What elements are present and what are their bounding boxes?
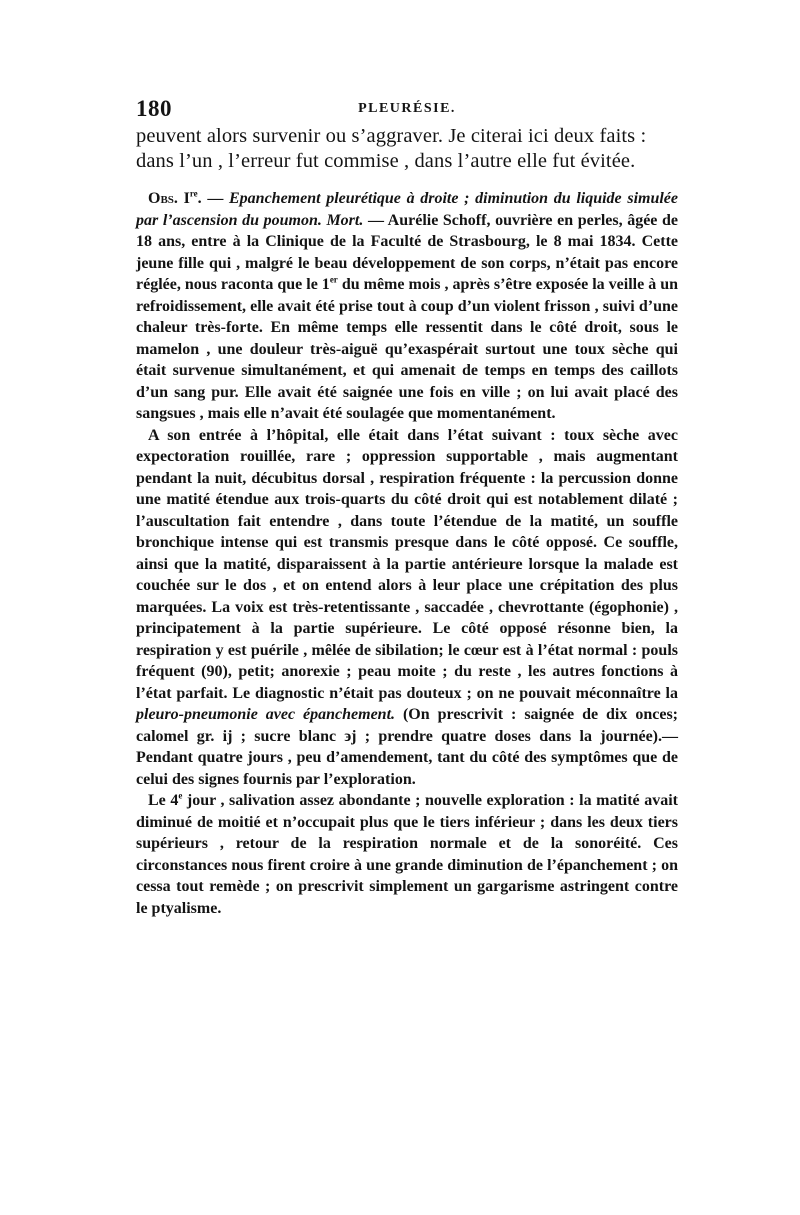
lead-paragraph — [136, 124, 678, 174]
book-page — [136, 96, 678, 919]
observation-dash: . — — [197, 190, 229, 207]
paragraph-fourth-day-start: Le 4 — [148, 792, 179, 809]
paragraph-fourth-day-text: jour , salivation assez abondante ; nouvelle exploration : la matité avait diminué de moitié et n’occupait plus que le tiers inférieur ; dans les deux tiers supérieurs , retour de la respiration normale et de la sonoréité. Ces circonstances nous firent croire à une grande diminution de l’épanchement ; on cessa tout remède ; on prescrivit simplement un gargarisme astringent contre le ptyalisme. — [136, 792, 678, 917]
observation-body: — Aurélie Schoff, ouvrière en perles, âgée de 18 ans, entre à la Clinique de la Faculté de Strasbourg, le 8 mai 1834. Cette jeune fille qui , malgré le beau développement de son corps, n’était pas encore réglée, nous raconta que le 1 — [136, 211, 679, 293]
lead-line-2: dans l’un , l’erreur fut commise , dans l’autre elle fut évitée. — [136, 150, 636, 172]
observation-label: Obs. I — [148, 190, 190, 207]
paragraph-fourth-day — [136, 790, 678, 919]
observation-label-sup: re — [189, 188, 198, 199]
observation-paragraph — [136, 188, 678, 425]
paragraph-fourth-day-sup: e — [178, 790, 183, 801]
paragraph-admission-prescription: (On prescrivit : saignée de dix onces; calomel gr. ij ; sucre blanc ϶j ; prendre quatre doses dans la journée).—Pendant quatre jours , peu d’amendement, tant du côté des symptômes que de celui des signes fournis par l’exploration. — [136, 706, 678, 788]
lead-line-1: peuvent alors survenir ou s’aggraver. Je citerai ici deux faits : — [136, 125, 647, 147]
observation-body-sup: er — [329, 274, 338, 285]
running-title: PLEURÉSIE. — [358, 101, 456, 116]
page-number: 180 — [136, 96, 172, 121]
paragraph-admission-diagnosis: pleuro-pneumonie avec épanchement. — [136, 706, 396, 723]
observation-title: Epanchement pleurétique à droite ; diminution du liquide simulée par l’ascension du poumon. Mort. — [136, 190, 679, 229]
paragraph-admission — [136, 425, 678, 791]
paragraph-admission-text: A son entrée à l’hôpital, elle était dans l’état suivant : toux sèche avec expectoration rouillée, rare ; oppression supportable , mais augmentant pendant la nuit, décubitus dorsal , respiration fréquente : la percussion donne une matité étendue aux trois-quarts du côté droit qui est notablement dilaté ; l’auscultation fait entendre , dans toute l’étendue de la matité, un souffle bronchique intense qui est transmis presque dans le côté opposé. Ce souffle, ainsi que la matité, disparaissent à la partie antérieure lorsque la malade est couchée sur le dos , et on entend alors à leur place une crépitation des plus marquées. La voix est très-retentissante , saccadée , chevrottante (égophonie) , principatement à la partie supérieure. Le côté opposé résonne bien, la respiration y est puérile , mêlée de sibilation; le cœur est à l’état normal : pouls fréquent (90), petit; anorexie ; peau moite ; du reste , les autres fonctions à l’état parfait. Le diagnostic n’était pas douteux ; on ne pouvait méconnaître la — [136, 426, 678, 702]
running-head — [136, 96, 678, 124]
observation-body-end: du même mois , après s’être exposée la veille à un refroidissement, elle avait été prise tout à coup d’un violent frisson , suivi d’une chaleur très-forte. En même temps elle ressentit dans le côté droit, sous le mamelon , une douleur très-aiguë qu’exaspérait surtout une toux sèche qui était survenue simultanément, et qui amenait de temps en temps des caillots d’un sang pur. Elle avait été saignée une fois en ville ; on lui avait placé des sangsues , mais elle n’avait été soulagée que momentanément. — [136, 276, 679, 422]
